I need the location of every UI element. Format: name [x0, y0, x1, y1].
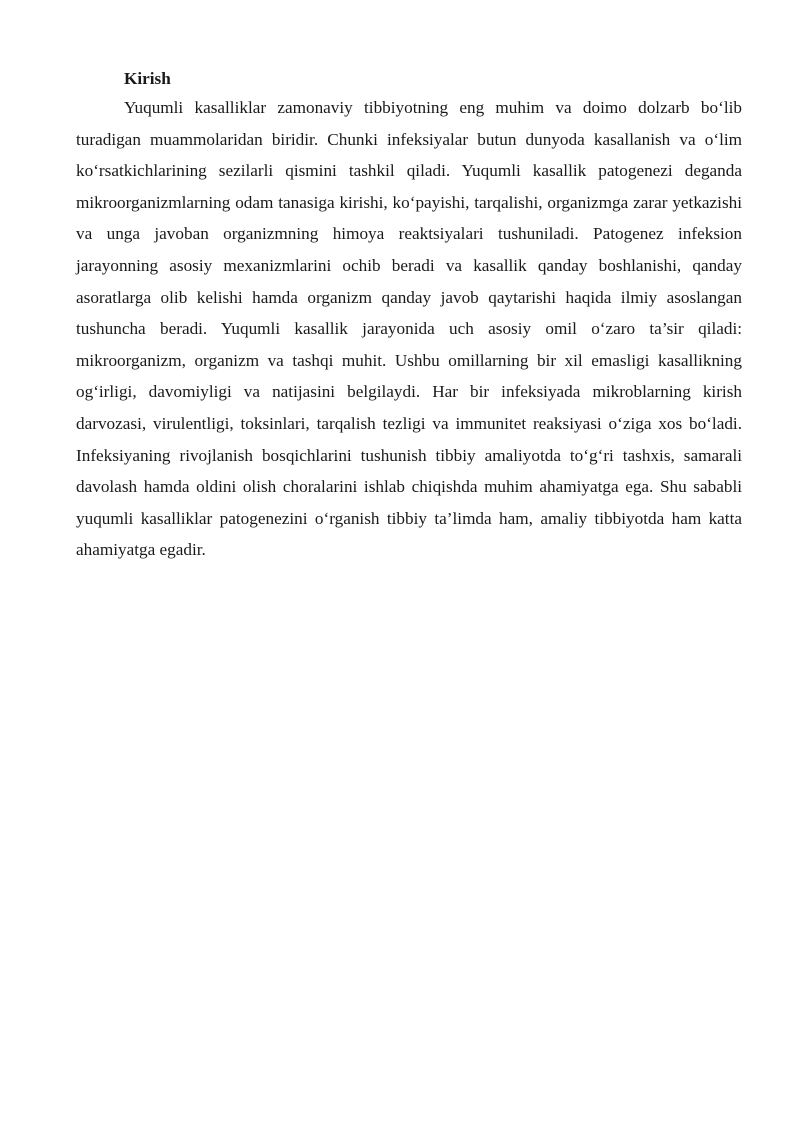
section-heading: Kirish [124, 69, 171, 88]
body-paragraph: Yuqumli kasalliklar zamonaviy tibbiyotning eng muhim va doimo dolzarb bo‘lib turadigan muammolaridan biridir. Chunki infeksiyalar butun dunyoda kasallanish va o‘lim ko‘rsatkichlarining sezilarli qismini tashkil qiladi. Yuqumli kasallik patogenezi deganda mikroorganizmlarning odam tanasiga kirishi, ko‘payishi, tarqalishi, organizmga zarar yetkazishi va unga javoban organizmning himoya reaktsiyalari tushuniladi. Patogenez infeksion jarayonning asosiy mexanizmlarini ochib beradi va kasallik qanday boshlanishi, qanday asoratlarga olib kelishi hamda organizm qanday javob qaytarishi haqida ilmiy asoslangan tushuncha beradi. Yuqumli kasallik jarayonida uch asosiy omil o‘zaro ta’sir qiladi: mikroorganizm, organizm va tashqi muhit. Ushbu omillarning bir xil emasligi kasallikning og‘irligi, davomiyligi va natijasini belgilaydi. Har bir infeksiyada mikroblarning kirish darvozasi, virulentligi, toksinlari, tarqalish tezligi va immunitet reaksiyasi o‘ziga xos bo‘ladi. Infeksiyaning rivojlanish bosqichlarini tushunish tibbiy amaliyotda to‘g‘ri tashxis, samarali davolash hamda oldini olish choralarini ishlab chiqishda muhim ahamiyatga ega. Shu sababli yuqumli kasalliklar patogenezini o‘rganish tibbiy ta’limda ham, amaliy tibbiyotda ham katta ahamiyatga egadir. [76, 98, 742, 560]
page-content [76, 66, 742, 566]
